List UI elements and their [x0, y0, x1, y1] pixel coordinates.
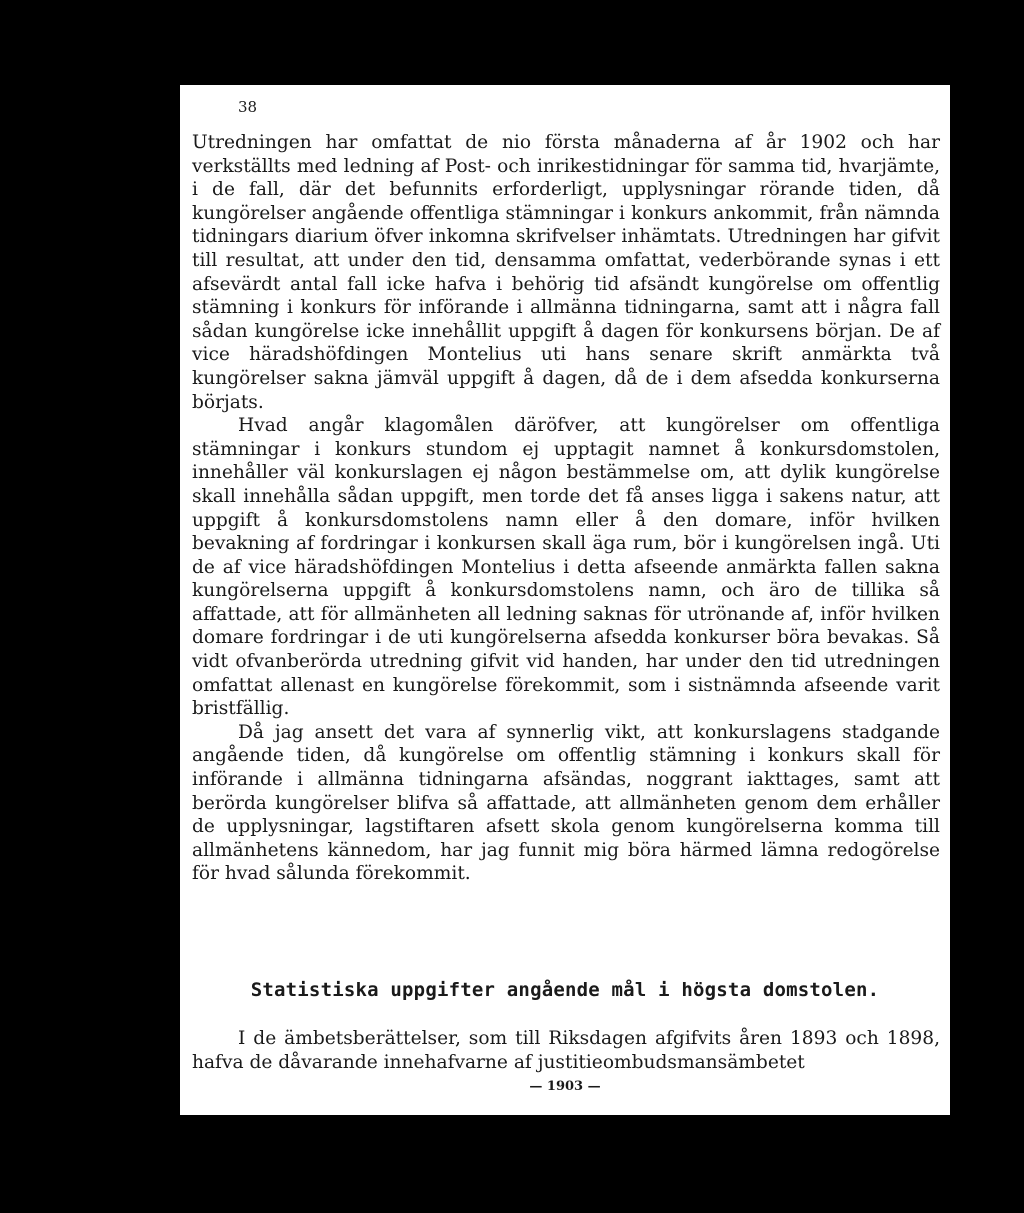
page-number: 38 [238, 98, 258, 116]
paragraph-1: Utredningen har omfattat de nio första månaderna af år 1902 och har verkställts med ledning af Post- och inrikestidningar för samma tid, hvarjämte, i de fall, där det befunnits erforderligt, upplysningar rörande tiden, då kungörelser angående offentliga stämningar i konkurs ankommit, från nämnda tidningars diarium öfver inkomna skrifvelser inhämtats. Utredningen har gifvit till resultat, att under den tid, densamma omfattat, vederbörande synas i ett afsevärdt antal fall icke hafva i behörig tid afsändt kungörelse om offentlig stämning i konkurs för införande i allmänna tidningarna, samt att i några fall sådan kungörelse icke innehållit uppgift å dagen för konkursens början. De af vice häradshöfdingen Montelius uti hans senare skrift anmärkta två kungörelser sakna jämväl uppgift å dagen, då de i dem afsedda konkurserna börjats. [192, 132, 940, 413]
document-page [180, 85, 950, 1115]
closing-text [192, 1027, 940, 1075]
paragraph-2: Hvad angår klagomålen däröfver, att kungörelser om offentliga stämningar i konkurs stundom ej upptagit namnet å konkursdomstolen, innehåller väl konkurslagen ej någon bestämmelse om, att dylik kungörelse skall innehålla sådan uppgift, men torde det få anses ligga i sakens natur, att uppgift å konkursdomstolens namn eller å den domare, inför hvilken bevakning af fordringar i konkursen skall äga rum, bör i kungörelsen ingå. Uti de af vice häradshöfdingen Montelius i detta afseende anmärkta fallen sakna kungörelserna uppgift å konkursdomstolens namn, och äro de tillika så affattade, att för allmänheten all ledning saknas för utrönande af, inför hvilken domare fordringar i de uti kungörelserna afsedda konkurser böra bevakas. Så vidt ofvanberörda utredning gifvit vid handen, har under den tid utredningen omfattat allenast en kungörelse förekommit, som i sistnämnda afseende varit bristfällig. [192, 415, 940, 720]
section-heading: Statistiska uppgifter angående mål i högsta domstolen. [250, 979, 880, 1001]
footer-year-mark: — 1903 — [529, 1079, 601, 1094]
closing-paragraph: I de ämbetsberättelser, som till Riksdagen afgifvits åren 1893 och 1898, hafva de dåvarande innehafvarne af justitieombudsmansämbetet [192, 1028, 940, 1073]
body-text [192, 131, 940, 886]
paragraph-3: Då jag ansett det vara af synnerlig vikt, att konkurslagens stadgande angående tiden, då kungörelse om offentlig stämning i konkurs skall för införande i allmänna tidningarna afsändas, noggrant iakttages, samt att berörda kungörelser blifva så affattade, att allmänheten genom dem erhåller de upplysningar, lagstiftaren afsett skola genom kungörelserna komma till allmänhetens kännedom, har jag funnit mig böra härmed lämna redogörelse för hvad sålunda förekommit. [192, 721, 940, 885]
